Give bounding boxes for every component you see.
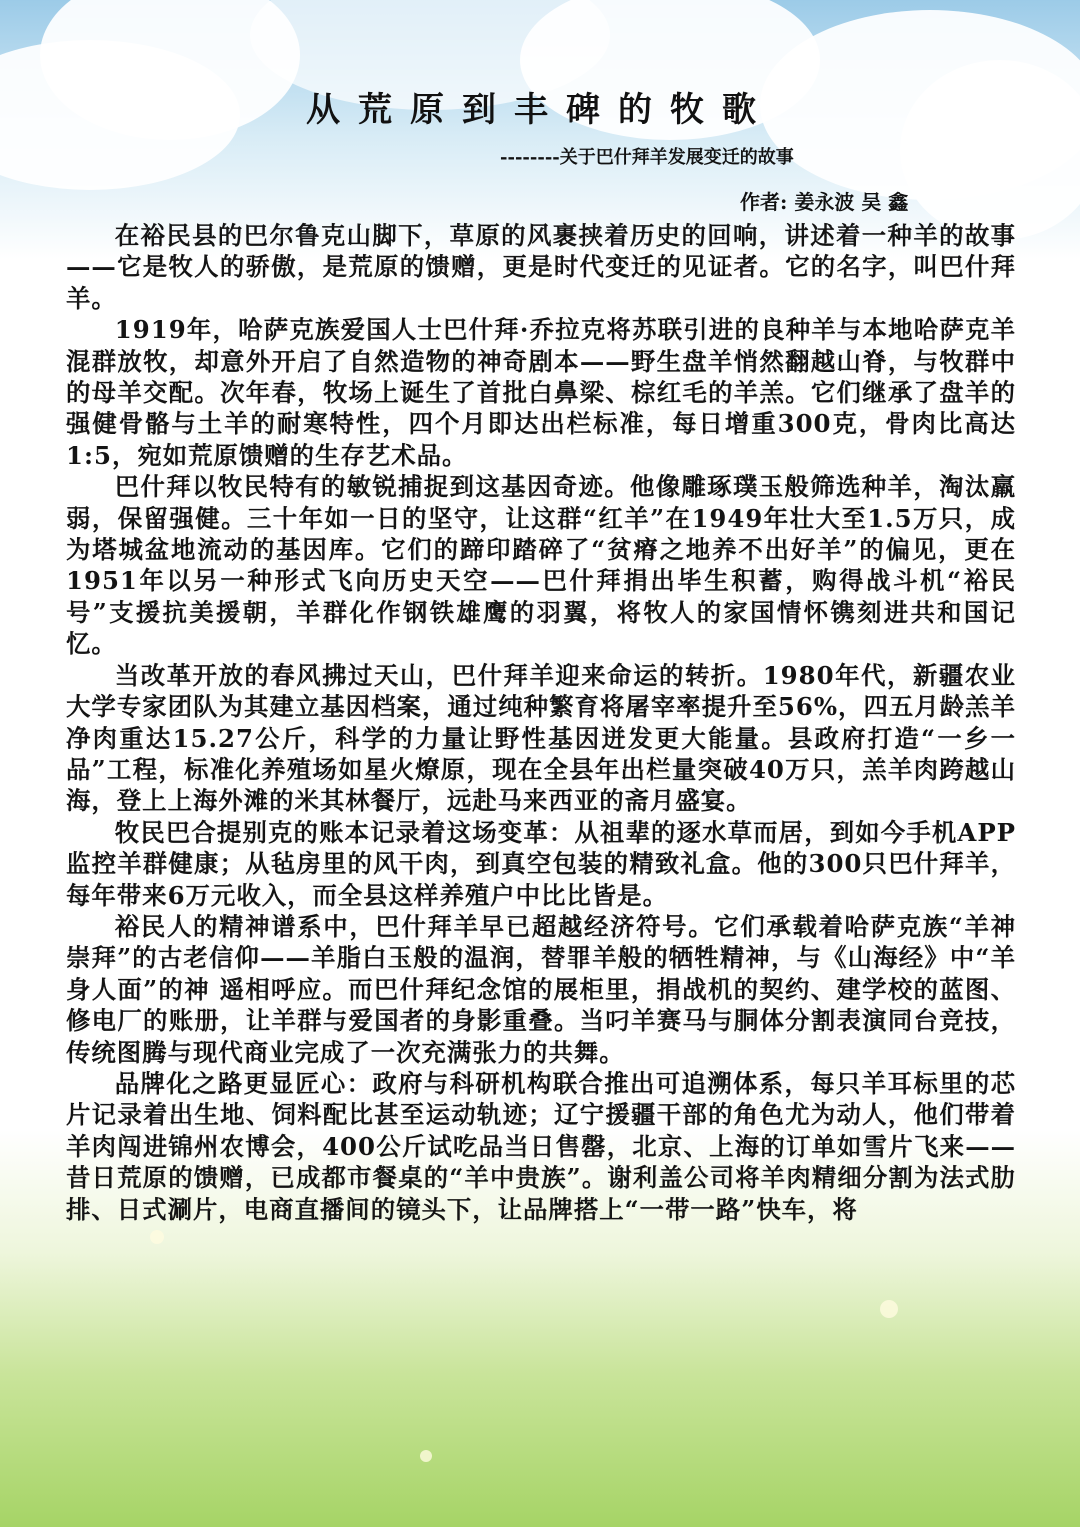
paragraph: 裕民人的精神谱系中，巴什拜羊早已超越经济符号。它们承载着哈萨克族“羊神崇拜”的古老信仰——羊脂白玉般的温润，替罪羊般的牺牲精神，与《山海经》中“羊身人面”的神 遥相呼应。而巴什拜纪念馆的展柜里，捐战机的契约、建学校的蓝图、修电厂的账册，让羊群与爱国者的身影重叠。当叼羊赛马与胴体分割表演同台竞技，传统图腾与现代商业完成了一次充满张力的共舞。 bbox=[66, 911, 1016, 1067]
paragraph: 牧民巴合提别克的账本记录着这场变革：从祖辈的逐水草而居，到如今手机APP监控羊群健康；从毡房里的风干肉，到真空包装的精致礼盒。他的300只巴什拜羊，每年带来6万元收入，而全县这样养殖户中比比皆是。 bbox=[66, 817, 1016, 910]
paragraph: 品牌化之路更显匠心：政府与科研机构联合推出可追溯体系，每只羊耳标里的芯片记录着出生地、饲料配比甚至运动轨迹；辽宁援疆干部的角色尤为动人，他们带着羊肉闯进锦州农博会，400公斤试吃品当日售罄，北京、上海的订单如雪片飞来——昔日荒原的馈赠，已成都市餐桌的“羊中贵族”。谢利盖公司将羊肉精细分割为法式肋排、日式涮片，电商直播间的镜头下，让品牌搭上“一带一路”快车，将 bbox=[66, 1068, 1016, 1224]
article-subtitle: --------关于巴什拜羊发展变迁的故事 bbox=[500, 147, 794, 168]
article-title: 从荒原到丰碑的牧歌 bbox=[306, 90, 774, 130]
article-body bbox=[66, 220, 1016, 1225]
paragraph: 1919年，哈萨克族爱国人士巴什拜·乔拉克将苏联引进的良种羊与本地哈萨克羊混群放牧，却意外开启了自然造物的神奇剧本——野生盘羊悄然翻越山脊，与牧群中的母羊交配。次年春，牧场上诞生了首批白鼻梁、棕红毛的羊羔。它们继承了盘羊的强健骨骼与土羊的耐寒特性，四个月即达出栏标准，每日增重300克，骨肉比高达1:5，宛如荒原馈赠的生存艺术品。 bbox=[66, 315, 1016, 470]
article-author: 作者: 姜永波 吴 鑫 bbox=[740, 190, 909, 214]
paragraph: 巴什拜以牧民特有的敏锐捕捉到这基因奇迹。他像雕琢璞玉般筛选种羊，淘汰羸弱，保留强健。三十年如一日的坚守，让这群“红羊”在1949年壮大至1.5万只，成为塔城盆地流动的基因库。它们的蹄印踏碎了“贫瘠之地养不出好羊”的偏见，更在1951年以另一种形式飞向历史天空——巴什拜捐出毕生积蓄，购得战斗机“裕民号”支援抗美援朝，羊群化作钢铁雄鹰的羽翼，将牧人的家国情怀镌刻进共和国记忆。 bbox=[66, 472, 1016, 659]
paragraph: 在裕民县的巴尔鲁克山脚下，草原的风裹挟着历史的回响，讲述着一种羊的故事——它是牧人的骄傲，是荒原的馈赠，更是时代变迁的见证者。它的名字，叫巴什拜羊。 bbox=[66, 221, 1016, 313]
paragraph: 当改革开放的春风拂过天山，巴什拜羊迎来命运的转折。1980年代，新疆农业大学专家团队为其建立基因档案，通过纯种繁育将屠宰率提升至56%，四五月龄羔羊净肉重达15.27公斤，科学的力量让野性基因迸发更大能量。县政府打造“一乡一品”工程，标准化养殖场如星火燎原，现在全县年出栏量突破40万只，羔羊肉跨越山海，登上上海外滩的米其林餐厅，远赴马来西亚的斋月盛宴。 bbox=[66, 660, 1016, 816]
